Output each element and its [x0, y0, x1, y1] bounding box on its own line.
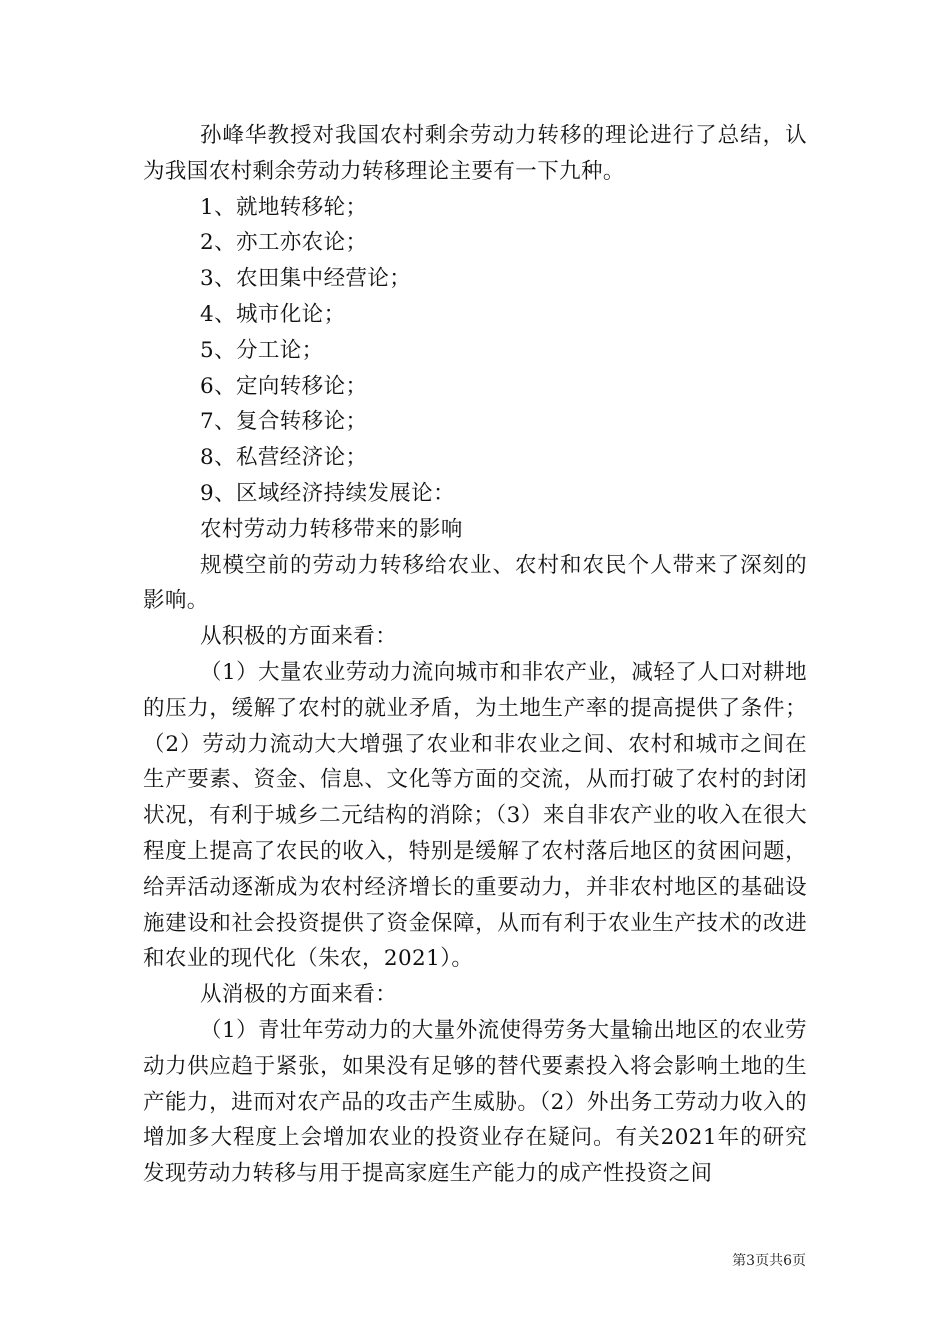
list-item: 9、区域经济持续发展论：	[200, 480, 455, 506]
list-item: 2、亦工亦农论；	[200, 230, 368, 256]
document-body	[143, 118, 807, 1192]
subheading-positive: 从积极的方面来看：	[200, 624, 398, 650]
list-item: 4、城市化论；	[200, 301, 346, 327]
intro-paragraph: 孙峰华教授对我国农村剩余劳动力转移的理论进行了总结，认为我国农村剩余劳动力转移理论主要有一下九种。	[143, 123, 807, 184]
subheading-negative: 从消极的方面来看：	[200, 982, 398, 1008]
section-heading: 农村劳动力转移带来的影响	[200, 516, 463, 542]
list-item: 5、分工论；	[200, 337, 324, 363]
list-item: 7、复合转移论；	[200, 409, 368, 435]
list-item: 8、私营经济论；	[200, 445, 368, 471]
page-number: 第3页共6页	[732, 1253, 806, 1269]
body-paragraph: （1）青壮年劳动力的大量外流使得劳务大量输出地区的农业劳动力供应趋于紧张，如果没有足够的替代要素投入将会影响土地的生产能力，进而对农产品的攻击产生威胁。（2）外出务工劳动力收入的增加多大程度上会增加农业的投资业存在疑问。有关2021年的研究发现劳动力转移与用于提高家庭生产能力的成产性投资之间	[143, 1017, 807, 1187]
body-paragraph: （1）大量农业劳动力流向城市和非农产业，减轻了人口对耕地的压力，缓解了农村的就业矛盾，为土地生产率的提高提供了条件；（2）劳动力流动大大增强了农业和非农业之间、农村和城市之间在生产要素、资金、信息、文化等方面的交流，从而打破了农村的封闭状况，有利于城乡二元结构的消除；（3）来自非农产业的收入在很大程度上提高了农民的收入，特别是缓解了农村落后地区的贫困问题，给弄活动逐渐成为农村经济增长的重要动力，并非农村地区的基础设施建设和社会投资提供了资金保障，从而有利于农业生产技术的改进和农业的现代化（朱农，2021）。	[143, 659, 807, 972]
list-item: 6、定向转移论；	[200, 373, 368, 399]
list-item: 3、农田集中经营论；	[200, 266, 412, 292]
body-paragraph: 规模空前的劳动力转移给农业、农村和农民个人带来了深刻的影响。	[143, 552, 807, 614]
list-item: 1、就地转移轮；	[200, 194, 368, 220]
